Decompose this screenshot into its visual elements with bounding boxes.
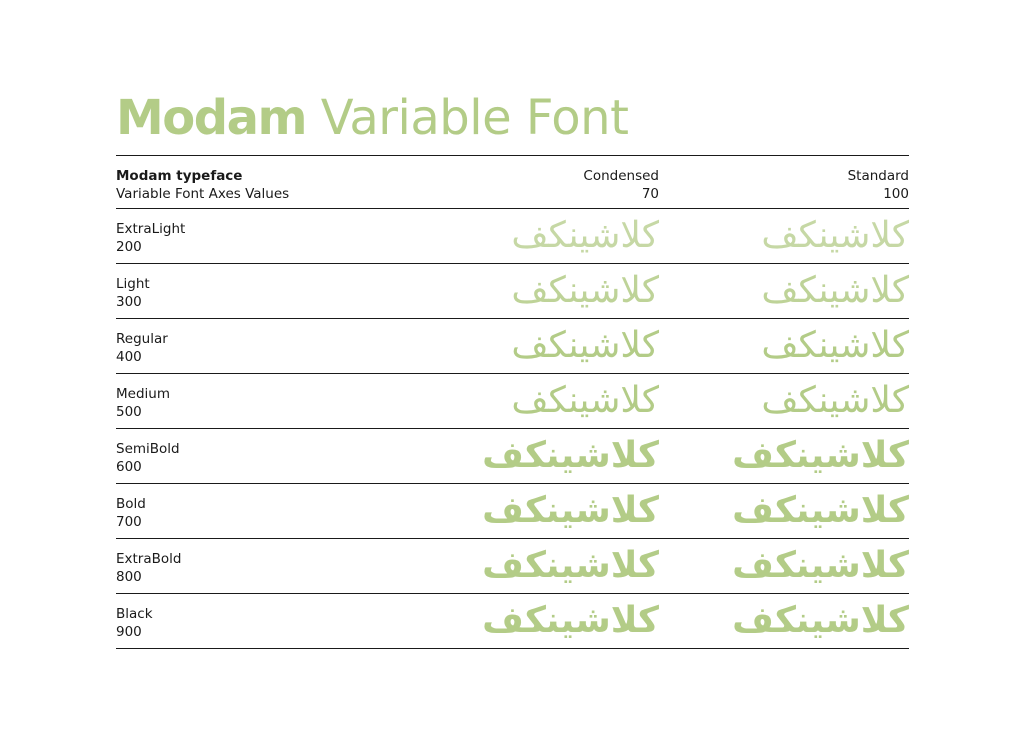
- sample-standard: کلاشینکف: [761, 325, 909, 366]
- typeface-name: Modam typeface: [116, 168, 243, 184]
- table-row: [116, 594, 909, 648]
- sample-condensed: کلاشینکف: [482, 545, 659, 586]
- weight-name: Regular: [116, 331, 168, 347]
- table-row: [116, 209, 909, 263]
- weights-table: [116, 155, 909, 649]
- sample-standard: کلاشینکف: [732, 490, 909, 531]
- table-header: [116, 156, 909, 208]
- sample-standard: کلاشینکف: [761, 380, 909, 421]
- sample-condensed: کلاشینکف: [511, 380, 659, 421]
- weight-value: 800: [116, 569, 142, 585]
- weight-name: Black: [116, 606, 153, 622]
- sample-standard: کلاشینکف: [732, 600, 909, 641]
- table-bottom-rule: [116, 648, 909, 649]
- standard-label: Standard: [847, 168, 909, 184]
- table-row: [116, 374, 909, 428]
- title-bold: Modam: [116, 90, 307, 146]
- sample-condensed: کلاشینکف: [511, 325, 659, 366]
- weight-value: 200: [116, 239, 142, 255]
- sample-standard: کلاشینکف: [761, 270, 909, 311]
- condensed-value: 70: [641, 186, 659, 202]
- column-header-condensed: [583, 167, 659, 203]
- weight-value: 400: [116, 349, 142, 365]
- table-row: [116, 264, 909, 318]
- page-title: [116, 88, 628, 148]
- sample-standard: کلاشینکف: [761, 215, 909, 256]
- weight-value: 600: [116, 459, 142, 475]
- standard-value: 100: [883, 186, 909, 202]
- weight-name: Medium: [116, 386, 170, 402]
- weight-name: SemiBold: [116, 441, 180, 457]
- table-row: [116, 484, 909, 538]
- sample-standard: کلاشینکف: [732, 545, 909, 586]
- condensed-label: Condensed: [583, 168, 659, 184]
- weight-name: ExtraLight: [116, 221, 186, 237]
- weight-name: ExtraBold: [116, 551, 182, 567]
- sample-condensed: کلاشینکف: [482, 490, 659, 531]
- sample-condensed: کلاشینکف: [511, 270, 659, 311]
- sample-condensed: کلاشینکف: [482, 435, 659, 476]
- header-label: [116, 167, 289, 203]
- weight-value: 300: [116, 294, 142, 310]
- table-row: [116, 429, 909, 483]
- sample-condensed: کلاشینکف: [511, 215, 659, 256]
- sample-condensed: کلاشینکف: [482, 600, 659, 641]
- table-row: [116, 539, 909, 593]
- sample-standard: کلاشینکف: [732, 435, 909, 476]
- axes-subtitle: Variable Font Axes Values: [116, 186, 290, 202]
- table-row: [116, 319, 909, 373]
- weight-value: 500: [116, 404, 142, 420]
- weight-name: Bold: [116, 496, 146, 512]
- title-light: Variable Font: [320, 90, 629, 146]
- weight-value: 700: [116, 514, 142, 530]
- column-header-standard: [848, 167, 909, 203]
- weight-value: 900: [116, 624, 142, 640]
- weight-name: Light: [116, 276, 150, 292]
